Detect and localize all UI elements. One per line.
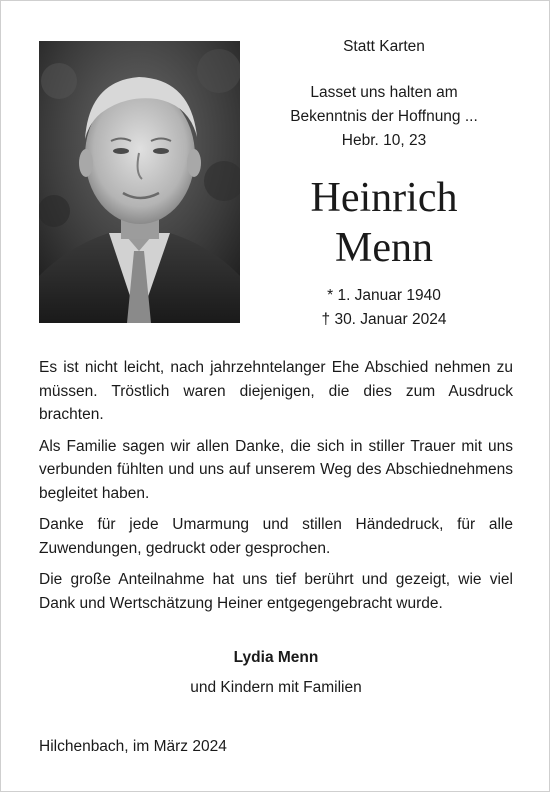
paragraph: Danke für jede Umarmung und stillen Händedruck, für alle Zuwendungen, gedruckt oder gesprochen. xyxy=(39,516,513,557)
message-body xyxy=(39,356,513,623)
portrait-photo xyxy=(39,41,240,323)
paragraph: Die große Anteilnahme hat uns tief berührt und gezeigt, wie viel Dank und Wertschätzung Heiner entgegengebracht wurde. xyxy=(39,571,513,612)
verse-line: Bekenntnis der Hoffnung ... xyxy=(290,108,478,125)
life-dates xyxy=(259,284,509,332)
bible-verse xyxy=(259,81,509,153)
signature-subtitle: und Kindern mit Familien xyxy=(190,679,362,696)
place-and-date: Hilchenbach, im März 2024 xyxy=(39,738,227,755)
birth-date: * 1. Januar 1940 xyxy=(327,287,441,304)
verse-line: Lasset uns halten am xyxy=(310,84,458,101)
signature-name: Lydia Menn xyxy=(233,649,319,666)
paragraph: Als Familie sagen wir allen Danke, die sich in stiller Trauer mit uns verbunden fühlten und uns auf unserem Weg des Abschiednehmens begleitet haben. xyxy=(39,437,513,502)
deceased-name xyxy=(259,173,509,273)
last-name: Menn xyxy=(335,225,433,271)
first-name: Heinrich xyxy=(310,175,458,221)
intro-note: Statt Karten xyxy=(343,38,425,55)
paragraph: Es ist nicht leicht, nach jahrzehntelanger Ehe Abschied nehmen zu müssen. Tröstlich waren diejenigen, die dies zum Ausdruck brachten. xyxy=(39,359,513,423)
death-date: † 30. Januar 2024 xyxy=(321,311,447,328)
verse-reference: Hebr. 10, 23 xyxy=(341,132,427,149)
